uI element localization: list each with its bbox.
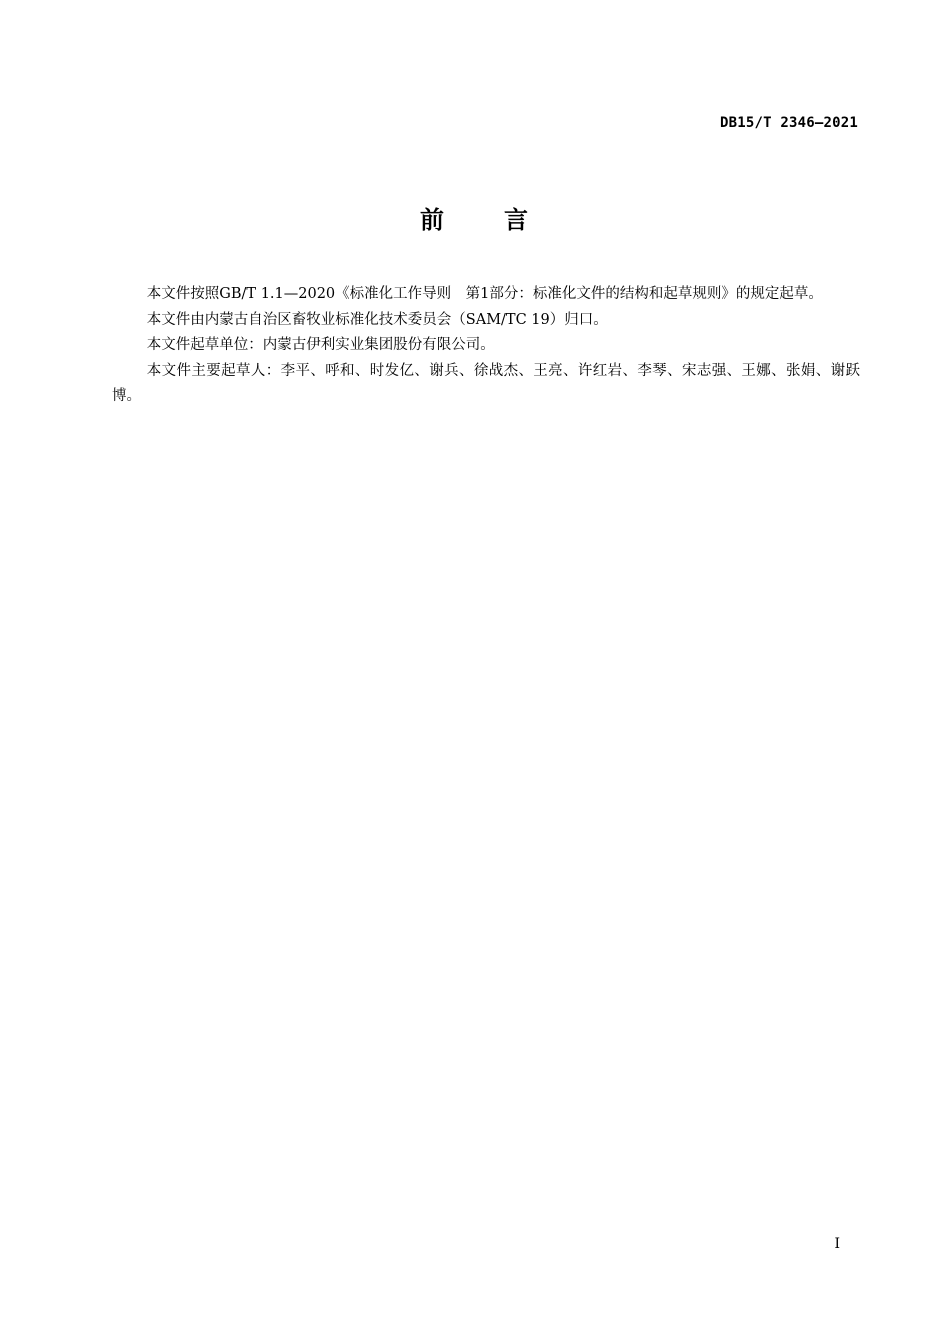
- page-number: I: [834, 1236, 840, 1252]
- foreword-body: [112, 282, 860, 410]
- paragraph-drafting-unit: 本文件起草单位：内蒙古伊利实业集团股份有限公司。: [146, 337, 495, 353]
- paragraph-drafting-rules: 本文件按照GB/T 1.1—2020《标准化工作导则 第1部分：标准化文件的结构和起草规则》的规定起草。: [146, 286, 823, 302]
- paragraph-drafters: 本文件主要起草人：李平、呼和、时发亿、谢兵、徐战杰、王亮、许红岩、李琴、宋志强、王娜、张娟、谢跃博。: [112, 362, 860, 404]
- title-char-2: 言: [504, 206, 530, 234]
- title-char-1: 前: [420, 206, 446, 234]
- paragraph-responsible-committee: 本文件由内蒙古自治区畜牧业标准化技术委员会（SAM/TC 19）归口。: [146, 311, 608, 328]
- page-title: [0, 200, 950, 235]
- document-code: DB15/T 2346—2021: [719, 115, 858, 131]
